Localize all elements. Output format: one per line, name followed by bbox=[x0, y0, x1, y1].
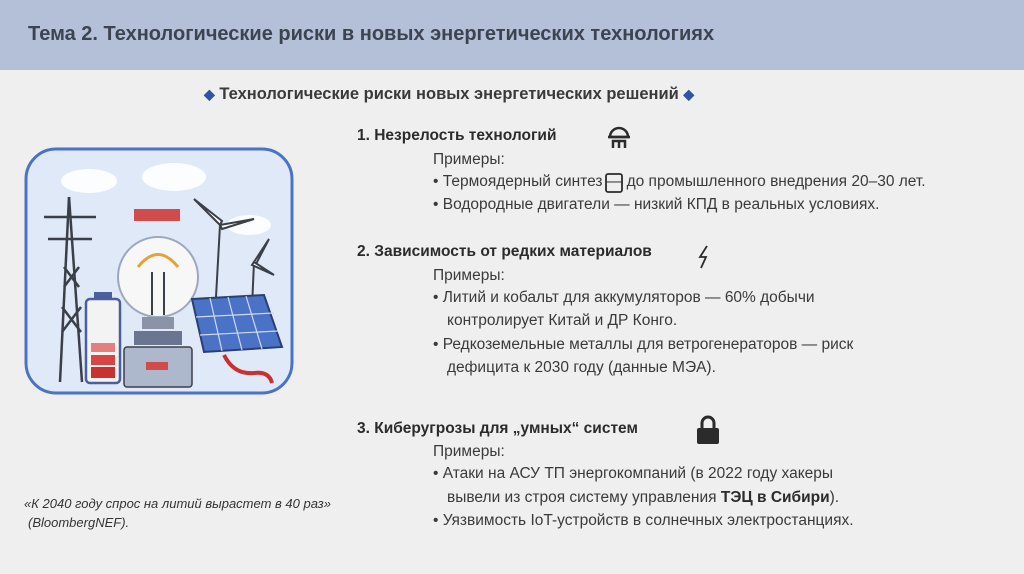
examples-label: Примеры: bbox=[433, 151, 505, 168]
question-box-icon bbox=[604, 172, 624, 194]
engineer-icon bbox=[606, 124, 632, 150]
bullet-item-continuation bbox=[447, 486, 839, 509]
bullet-item: • Литий и кобальт для аккумуляторов — 60% добычи bbox=[433, 289, 815, 306]
diamond-bullet-icon: ◆ bbox=[683, 86, 695, 102]
examples-label: Примеры: bbox=[433, 443, 505, 460]
section-heading-materials: 2. Зависимость от редких материалов bbox=[357, 243, 652, 260]
bullet-item: • Редкоземельные металлы для ветрогенераторов — риск bbox=[433, 336, 854, 353]
bullet-item: • Уязвимость IoT-устройств в солнечных электростанциях. bbox=[433, 512, 854, 529]
bullet-item-continuation: дефицита к 2030 году (данные МЭА). bbox=[447, 359, 716, 376]
quote-block bbox=[24, 494, 331, 532]
section-heading-cyber: 3. Киберугрозы для „умных“ систем bbox=[357, 420, 638, 437]
bullet-item-continuation: контролирует Китай и ДР Конго. bbox=[447, 312, 678, 329]
bullet-highlight: ТЭЦ в Сибири bbox=[720, 489, 830, 506]
quote-text: «К 2040 году спрос на литий вырастет в 40 раз» bbox=[24, 496, 331, 511]
bullet-item: • Термоядерный синтез — до промышленного внедрения 20–30 лет. bbox=[433, 173, 926, 190]
bullet-text: ). bbox=[829, 489, 840, 506]
header-bar bbox=[0, 0, 1024, 70]
slide-subtitle bbox=[204, 85, 694, 104]
bullet-text: вывели из строя систему управления bbox=[447, 489, 721, 506]
energy-illustration bbox=[24, 147, 294, 395]
lock-icon bbox=[695, 414, 721, 446]
lightning-icon bbox=[694, 244, 714, 270]
examples-label: Примеры: bbox=[433, 267, 505, 284]
bullet-item: • Атаки на АСУ ТП энергокомпаний (в 2022 году хакеры bbox=[433, 465, 834, 482]
battery-icon bbox=[86, 292, 120, 383]
page-title: Тема 2. Технологические риски в новых энергетических технологиях bbox=[28, 23, 715, 45]
subtitle-text: Технологические риски новых энергетических решений bbox=[219, 85, 679, 103]
bullet-item: • Водородные двигатели — низкий КПД в реальных условиях. bbox=[433, 196, 880, 213]
quote-source: (BloombergNEF). bbox=[28, 515, 130, 530]
section-heading-immaturity: 1. Незрелость технологий bbox=[357, 127, 557, 144]
diamond-bullet-icon: ◆ bbox=[204, 86, 215, 102]
